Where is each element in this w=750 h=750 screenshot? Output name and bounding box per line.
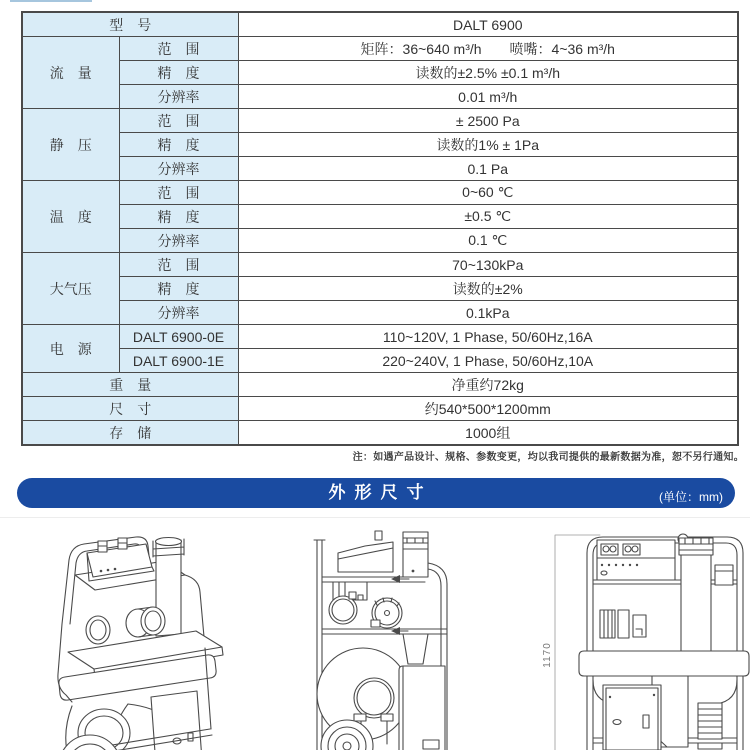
table-row (22, 373, 738, 397)
drawing-front-view (540, 525, 750, 750)
param-label-cell: DALT 6900-1E (119, 349, 238, 373)
param-value-cell: 0.1kPa (238, 301, 738, 325)
section-title: 外形尺寸 (328, 483, 433, 502)
table-row (22, 277, 738, 301)
category-cell-power: 电 源 (22, 325, 119, 373)
param-value-cell: 矩阵：36~640 m³/h 喷嘴：4~36 m³/h (238, 37, 738, 61)
table-row (22, 61, 738, 85)
param-label-cell: 分辨率 (119, 157, 238, 181)
param-label-cell: DALT 6900-0E (119, 325, 238, 349)
weight-label-cell: 重 量 (22, 373, 238, 397)
section-banner (17, 478, 735, 508)
table-row (22, 85, 738, 109)
model-label-cell: 型 号 (22, 12, 238, 37)
size-value-cell: 约540*500*1200mm (238, 397, 738, 421)
param-label-cell: 精 度 (119, 277, 238, 301)
table-row (22, 181, 738, 205)
category-cell-flow: 流 量 (22, 37, 119, 109)
table-row (22, 325, 738, 349)
category-cell-atmospheric-pressure: 大气压 (22, 253, 119, 325)
param-label-cell: 范 围 (119, 253, 238, 277)
param-label-cell: 分辨率 (119, 85, 238, 109)
dimension-label: 1170 (542, 642, 553, 668)
param-value-cell: 读数的1% ± 1Pa (238, 133, 738, 157)
table-row (22, 349, 738, 373)
storage-value-cell: 1000组 (238, 421, 738, 446)
param-value-cell: 0~60 ℃ (238, 181, 738, 205)
param-label-cell: 精 度 (119, 133, 238, 157)
table-row (22, 229, 738, 253)
storage-label-cell: 存 储 (22, 421, 238, 446)
table-row (22, 421, 738, 446)
param-value-cell: 70~130kPa (238, 253, 738, 277)
param-value-cell: 读数的±2% (238, 277, 738, 301)
model-row (22, 12, 738, 37)
footnote: 注：如遇产品设计、规格、参数变更，均以我司提供的最新数据为准，恕不另行通知。 (352, 452, 744, 463)
param-label-cell: 范 围 (119, 37, 238, 61)
param-value-cell: 读数的±2.5% ±0.1 m³/h (238, 61, 738, 85)
param-label-cell: 范 围 (119, 109, 238, 133)
category-cell-temperature: 温 度 (22, 181, 119, 253)
top-decor-sliver (10, 0, 92, 2)
weight-value-cell: 净重约72kg (238, 373, 738, 397)
param-value-cell: 0.1 Pa (238, 157, 738, 181)
param-value-cell: 220~240V, 1 Phase, 50/60Hz,10A (238, 349, 738, 373)
table-row (22, 37, 738, 61)
param-label-cell: 范 围 (119, 181, 238, 205)
param-value-cell: 0.1 ℃ (238, 229, 738, 253)
table-row (22, 301, 738, 325)
param-label-cell: 精 度 (119, 61, 238, 85)
table-row (22, 109, 738, 133)
param-label-cell: 精 度 (119, 205, 238, 229)
table-row (22, 253, 738, 277)
table-row (22, 397, 738, 421)
param-value-cell: ±0.5 ℃ (238, 205, 738, 229)
table-row (22, 205, 738, 229)
drawing-isometric-view (38, 526, 238, 750)
model-value-cell: DALT 6900 (238, 12, 738, 37)
param-value-cell: 110~120V, 1 Phase, 50/60Hz,16A (238, 325, 738, 349)
spec-table (21, 11, 739, 446)
drawing-side-view (305, 526, 455, 750)
param-label-cell: 分辨率 (119, 301, 238, 325)
table-row (22, 157, 738, 181)
unit-label: (单位：mm) (659, 490, 723, 504)
param-value-cell: ± 2500 Pa (238, 109, 738, 133)
param-label-cell: 分辨率 (119, 229, 238, 253)
size-label-cell: 尺 寸 (22, 397, 238, 421)
param-value-cell: 0.01 m³/h (238, 85, 738, 109)
category-cell-static-pressure: 静 压 (22, 109, 119, 181)
outline-dimension-drawings (0, 518, 750, 750)
table-row (22, 133, 738, 157)
